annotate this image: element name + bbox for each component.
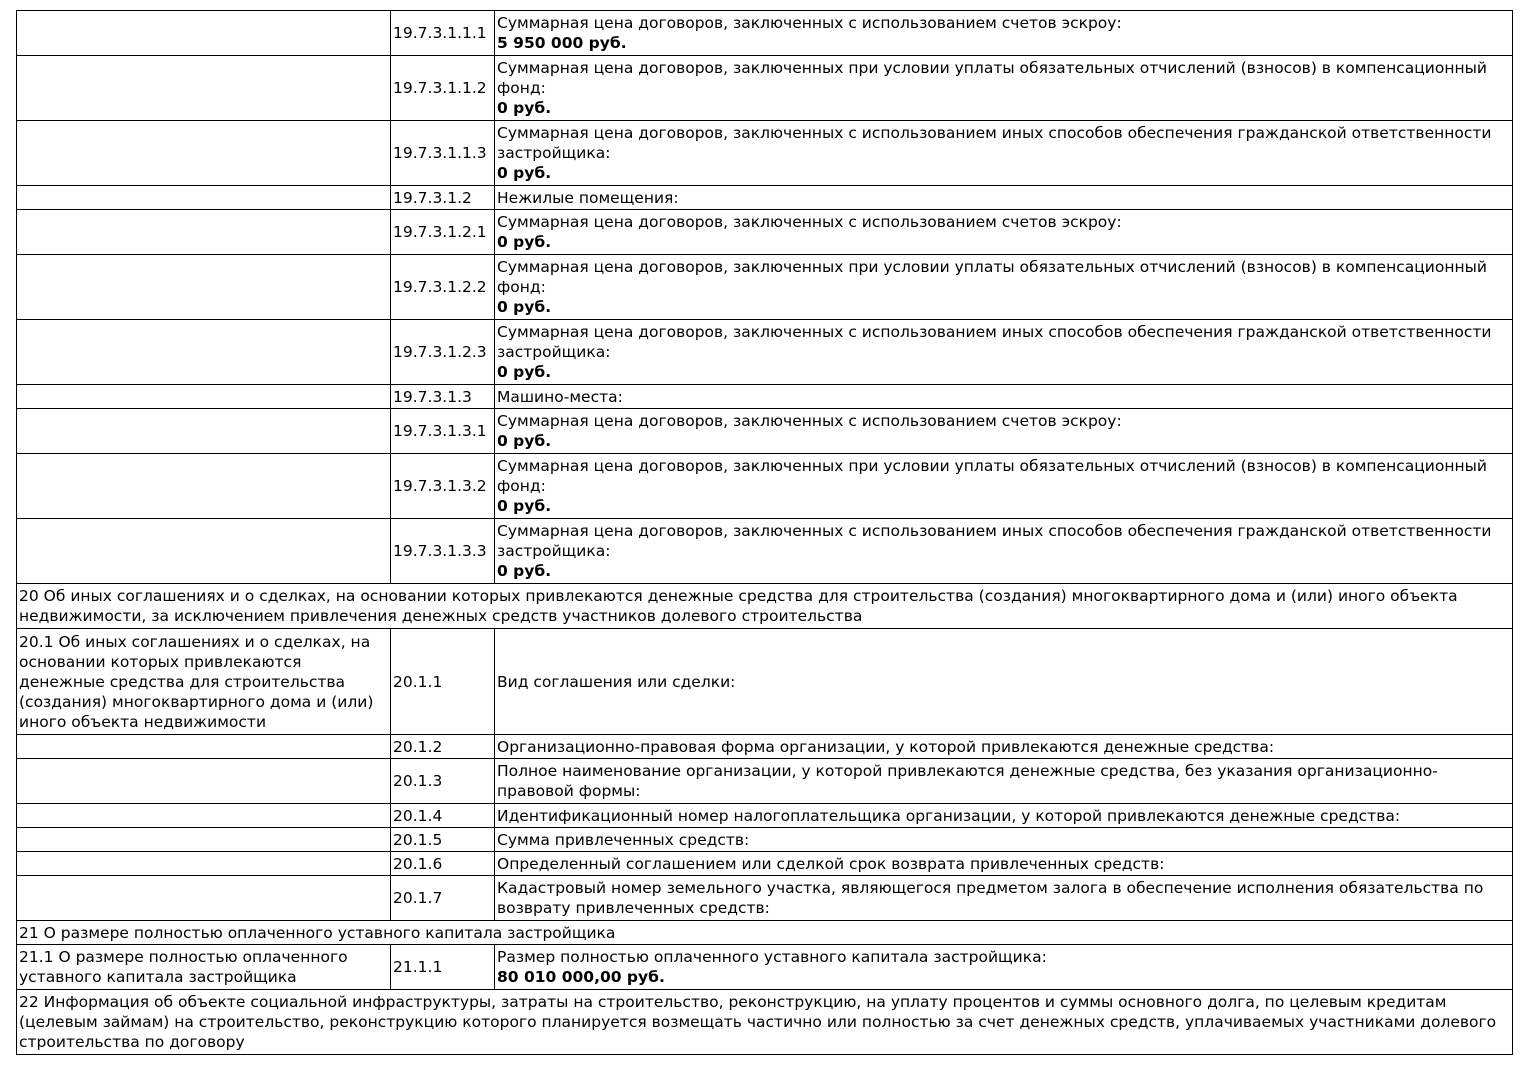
row-code: 20.1.5: [391, 828, 495, 852]
section-heading-row: [17, 584, 1513, 629]
row-label: Суммарная цена договоров, заключенных с использованием иных способов обеспечения гражданской ответственности застройщика:: [497, 522, 1492, 560]
empty-cell: [17, 320, 391, 385]
row-code: 20.1.3: [391, 759, 495, 804]
empty-cell: [17, 735, 391, 759]
empty-cell: [17, 11, 391, 56]
table-row: [17, 735, 1513, 759]
row-code: 19.7.3.1.3.1: [391, 409, 495, 454]
row-content: [495, 454, 1513, 519]
row-label: Суммарная цена договоров, заключенных с использованием иных способов обеспечения гражданской ответственности застройщика:: [497, 323, 1492, 361]
row-value: 0 руб.: [497, 164, 552, 182]
section-heading-row: [17, 990, 1513, 1055]
row-code: 19.7.3.1.1.1: [391, 11, 495, 56]
table-row: [17, 255, 1513, 320]
section-heading-row: [17, 921, 1513, 945]
empty-cell: [17, 828, 391, 852]
row-value: 0 руб.: [497, 298, 552, 316]
empty-cell: [17, 519, 391, 584]
table-row: [17, 804, 1513, 828]
row-code: 19.7.3.1.3.3: [391, 519, 495, 584]
row-code: 19.7.3.1.1.2: [391, 56, 495, 121]
row-value: 0 руб.: [497, 432, 552, 450]
table-row: [17, 852, 1513, 876]
empty-cell: [17, 852, 391, 876]
row-code: 21.1.1: [391, 945, 495, 990]
section-21-heading: 21 О размере полностью оплаченного уставного капитала застройщика: [17, 921, 1513, 945]
row-content: [495, 945, 1513, 990]
section-20-1-heading: 20.1 Об иных соглашениях и о сделках, на основании которых привлекаются денежные средства для строительства (создания) многоквартирного дома и (или) иного объекта недвижимости: [17, 629, 391, 735]
row-value: 0 руб.: [497, 233, 552, 251]
row-value: 0 руб.: [497, 363, 552, 381]
table-row: [17, 629, 1513, 735]
row-code: 20.1.1: [391, 629, 495, 735]
row-content: [495, 519, 1513, 584]
row-content: [495, 11, 1513, 56]
table-row: [17, 11, 1513, 56]
table-row: [17, 945, 1513, 990]
row-content: [495, 320, 1513, 385]
table-row: [17, 121, 1513, 186]
row-content: [495, 409, 1513, 454]
row-label: Полное наименование организации, у которой привлекаются денежные средства, без указания организационно-правовой формы:: [495, 759, 1513, 804]
section-21-1-heading: 21.1 О размере полностью оплаченного уставного капитала застройщика: [17, 945, 391, 990]
row-code: 19.7.3.1.1.3: [391, 121, 495, 186]
row-content: [495, 385, 1513, 409]
row-label: Сумма привлеченных средств:: [495, 828, 1513, 852]
row-content: [495, 121, 1513, 186]
table-row: [17, 409, 1513, 454]
row-value: 80 010 000,00 руб.: [497, 968, 665, 986]
row-label: Кадастровый номер земельного участка, являющегося предметом залога в обеспечение исполнения обязательства по возврату привлеченных средств:: [495, 876, 1513, 921]
table-row: [17, 320, 1513, 385]
row-value: 0 руб.: [497, 497, 552, 515]
row-label: Нежилые помещения:: [497, 188, 679, 207]
row-value: 5 950 000 руб.: [497, 34, 627, 52]
table-row: [17, 454, 1513, 519]
row-label: Вид соглашения или сделки:: [495, 629, 1513, 735]
row-label: Идентификационный номер налогоплательщика организации, у которой привлекаются денежные средства:: [495, 804, 1513, 828]
row-code: 20.1.7: [391, 876, 495, 921]
row-label: Суммарная цена договоров, заключенных при условии уплаты обязательных отчислений (взносов) в компенсационный фонд:: [497, 59, 1487, 97]
row-value: 0 руб.: [497, 99, 552, 117]
disclosure-table: [16, 10, 1513, 1055]
row-label: Суммарная цена договоров, заключенных с использованием счетов эскроу:: [497, 213, 1122, 231]
empty-cell: [17, 121, 391, 186]
row-code: 19.7.3.1.2.2: [391, 255, 495, 320]
row-code: 19.7.3.1.2: [391, 186, 495, 210]
row-content: [495, 255, 1513, 320]
row-code: 19.7.3.1.2.3: [391, 320, 495, 385]
row-label: Суммарная цена договоров, заключенных при условии уплаты обязательных отчислений (взносов) в компенсационный фонд:: [497, 258, 1487, 296]
table-row: [17, 385, 1513, 409]
row-code: 20.1.2: [391, 735, 495, 759]
row-label: Машино-места:: [497, 387, 623, 406]
row-code: 19.7.3.1.3: [391, 385, 495, 409]
section-22-heading: 22 Информация об объекте социальной инфраструктуры, затраты на строительство, реконструкцию, на уплату процентов и суммы основного долга, по целевым кредитам (целевым займам) на строительство, реконструкцию которого планируется возмещать частично или полностью за счет денежных средств, уплачиваемых участниками долевого строительства по договору: [17, 990, 1513, 1055]
empty-cell: [17, 210, 391, 255]
row-label: Определенный соглашением или сделкой срок возврата привлеченных средств:: [495, 852, 1513, 876]
row-content: [495, 210, 1513, 255]
table-row: [17, 828, 1513, 852]
table-row: [17, 210, 1513, 255]
row-code: 20.1.4: [391, 804, 495, 828]
table-row: [17, 186, 1513, 210]
empty-cell: [17, 454, 391, 519]
row-code: 20.1.6: [391, 852, 495, 876]
empty-cell: [17, 56, 391, 121]
row-label: Размер полностью оплаченного уставного капитала застройщика:: [497, 948, 1047, 966]
table-row: [17, 56, 1513, 121]
empty-cell: [17, 186, 391, 210]
row-value: 0 руб.: [497, 562, 552, 580]
table-row: [17, 759, 1513, 804]
row-label: Суммарная цена договоров, заключенных при условии уплаты обязательных отчислений (взносов) в компенсационный фонд:: [497, 457, 1487, 495]
empty-cell: [17, 255, 391, 320]
row-content: [495, 186, 1513, 210]
empty-cell: [17, 385, 391, 409]
table-row: [17, 519, 1513, 584]
row-label: Суммарная цена договоров, заключенных с использованием иных способов обеспечения гражданской ответственности застройщика:: [497, 124, 1492, 162]
row-label: Суммарная цена договоров, заключенных с использованием счетов эскроу:: [497, 412, 1122, 430]
row-content: [495, 56, 1513, 121]
empty-cell: [17, 804, 391, 828]
row-label: Организационно-правовая форма организации, у которой привлекаются денежные средства:: [495, 735, 1513, 759]
empty-cell: [17, 759, 391, 804]
empty-cell: [17, 876, 391, 921]
section-20-heading: 20 Об иных соглашениях и о сделках, на основании которых привлекаются денежные средства для строительства (создания) многоквартирного дома и (или) иного объекта недвижимости, за исключением привлечения денежных средств участников долевого строительства: [17, 584, 1513, 629]
table-row: [17, 876, 1513, 921]
row-label: Суммарная цена договоров, заключенных с использованием счетов эскроу:: [497, 14, 1122, 32]
empty-cell: [17, 409, 391, 454]
row-code: 19.7.3.1.2.1: [391, 210, 495, 255]
row-code: 19.7.3.1.3.2: [391, 454, 495, 519]
